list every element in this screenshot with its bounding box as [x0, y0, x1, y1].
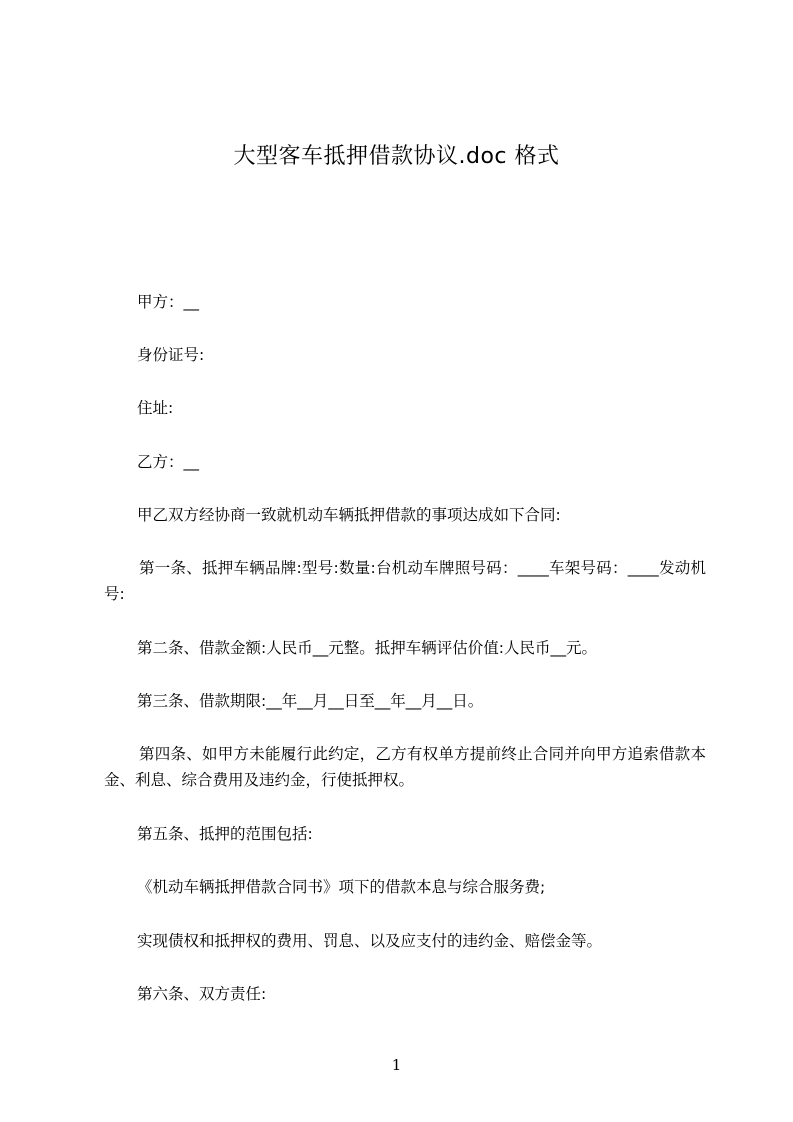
clause-5: 第五条、抵押的范围包括:: [137, 825, 313, 843]
party-a-line: 甲方：__: [137, 293, 200, 311]
clause-5-item-1: 《机动车辆抵押借款合同书》项下的借款本息与综合服务费;: [137, 878, 546, 896]
clause-4: 第四条、如甲方未能履行此约定，乙方有权单方提前终止合同并向甲方追索借款本金、利息、综合费用及违约金，行使抵押权。: [104, 745, 706, 789]
page-number: 1: [391, 1056, 402, 1074]
id-number-line: 身份证号:: [137, 346, 205, 364]
clause-3: 第三条、借款期限:__年__月__日至__年__月__日。: [137, 692, 484, 710]
clause-1: 第一条、抵押车辆品牌:型号:数量:台机动车牌照号码：____车架号码：____发动机号:: [104, 559, 706, 603]
clause-2: 第二条、借款金额:人民币__元整。抵押车辆评估价值:人民币__元。: [137, 639, 597, 657]
clause-5-item-2: 实现债权和抵押权的费用、罚息、以及应支付的违约金、赔偿金等。: [137, 932, 603, 950]
document-title: 大型客车抵押借款协议.doc 格式: [233, 144, 560, 169]
address-line: 住址:: [137, 399, 174, 417]
agreement-intro: 甲乙双方经协商一致就机动车辆抵押借款的事项达成如下合同:: [137, 506, 561, 524]
party-b-line: 乙方：__: [137, 453, 200, 471]
clause-6: 第六条、双方责任:: [137, 985, 267, 1003]
